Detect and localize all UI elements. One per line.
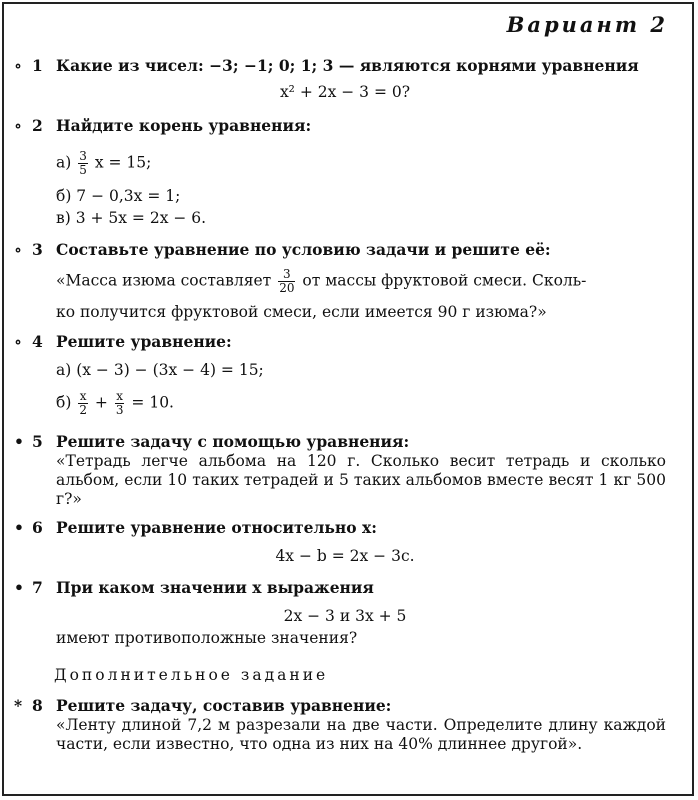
fraction <box>115 390 125 417</box>
task-text: При каком значении x выражения <box>56 578 374 597</box>
task-number: 5 <box>32 432 43 451</box>
fraction <box>278 268 295 295</box>
task-4-a: а) (x − 3) − (3x − 4) = 15; <box>56 361 264 379</box>
task-marker: • <box>14 578 24 597</box>
fraction-denominator: 3 <box>115 403 124 417</box>
fraction-numerator: x <box>79 389 87 403</box>
task-marker: * <box>14 696 23 715</box>
task-text: Решите задачу, составив уравнение: <box>56 696 392 715</box>
task-marker: • <box>14 518 24 537</box>
task-2-b: б) 7 − 0,3x = 1; <box>56 187 181 205</box>
task-2 <box>14 116 311 136</box>
fraction <box>78 390 88 417</box>
task-number: 8 <box>32 696 43 715</box>
task-3 <box>14 240 551 260</box>
task-8 <box>14 696 391 716</box>
task-2-a <box>56 150 151 177</box>
task-text: Решите уравнение: <box>56 332 232 351</box>
equation-rest: = 10. <box>131 393 174 412</box>
task-4 <box>14 332 232 352</box>
fraction-numerator: x <box>116 389 124 403</box>
problem-text: «Масса изюма составляет <box>56 271 272 290</box>
item-prefix: а) <box>56 153 72 172</box>
task-number: 7 <box>32 578 43 597</box>
task-6 <box>14 518 377 538</box>
task-number: 6 <box>32 518 43 537</box>
fraction-denominator: 2 <box>79 403 87 417</box>
task-3-line-2: ко получится фруктовой смеси, если имеется 90 г изюма?» <box>56 303 547 321</box>
task-1 <box>14 56 639 76</box>
fraction-numerator: 3 <box>79 149 87 163</box>
fraction-denominator: 5 <box>79 163 87 177</box>
task-number: 1 <box>32 56 43 75</box>
task-marker: ∘ <box>14 240 23 259</box>
task-text: Найдите корень уравнения: <box>56 116 312 135</box>
extra-heading: Дополнительное задание <box>54 666 329 684</box>
task-1-equation: x² + 2x − 3 = 0? <box>279 83 411 101</box>
task-number: 4 <box>32 332 43 351</box>
task-5 <box>14 432 409 452</box>
task-5-body: «Тетрадь легче альбома на 120 г. Сколько весит тетрадь и сколько альбом, если 10 таких тетрадей и 5 таких альбомов вместе весят 1 кг 500 г?» <box>56 452 666 508</box>
task-text: Решите задачу с помощью уравнения: <box>56 432 410 451</box>
task-text: Составьте уравнение по условию задачи и решите её: <box>56 240 551 259</box>
task-3-line-1 <box>56 268 586 295</box>
task-6-equation: 4x − b = 2x − 3c. <box>275 547 415 565</box>
task-7-after: имеют противоположные значения? <box>56 629 358 647</box>
fraction-numerator: 3 <box>278 268 295 282</box>
plus-sign: + <box>94 393 108 412</box>
item-prefix: б) <box>56 393 72 412</box>
task-8-body: «Ленту длиной 7,2 м разрезали на две части. Определите длину каждой части, если известно, что одна из них на 40% длиннее другой». <box>56 716 666 753</box>
fraction <box>78 150 88 177</box>
task-text: Решите уравнение относительно x: <box>56 518 377 537</box>
task-7-expressions: 2x − 3 и 3x + 5 <box>283 607 407 625</box>
task-marker: ∘ <box>14 116 23 135</box>
task-number: 2 <box>32 116 43 135</box>
fraction-denominator: 20 <box>279 281 295 295</box>
task-4-b <box>56 390 174 417</box>
task-text: Какие из чисел: −3; −1; 0; 1; 3 — являются корнями уравнения <box>56 56 639 75</box>
task-7 <box>14 578 374 598</box>
variant-title: Вариант 2 <box>506 12 668 37</box>
equation-rest: x = 15; <box>94 153 152 172</box>
task-marker: ∘ <box>14 332 23 351</box>
task-2-c: в) 3 + 5x = 2x − 6. <box>56 209 207 227</box>
problem-text: от массы фруктовой смеси. Сколь- <box>302 271 587 290</box>
task-number: 3 <box>32 240 43 259</box>
task-marker: ∘ <box>14 56 23 75</box>
task-marker: • <box>14 432 24 451</box>
